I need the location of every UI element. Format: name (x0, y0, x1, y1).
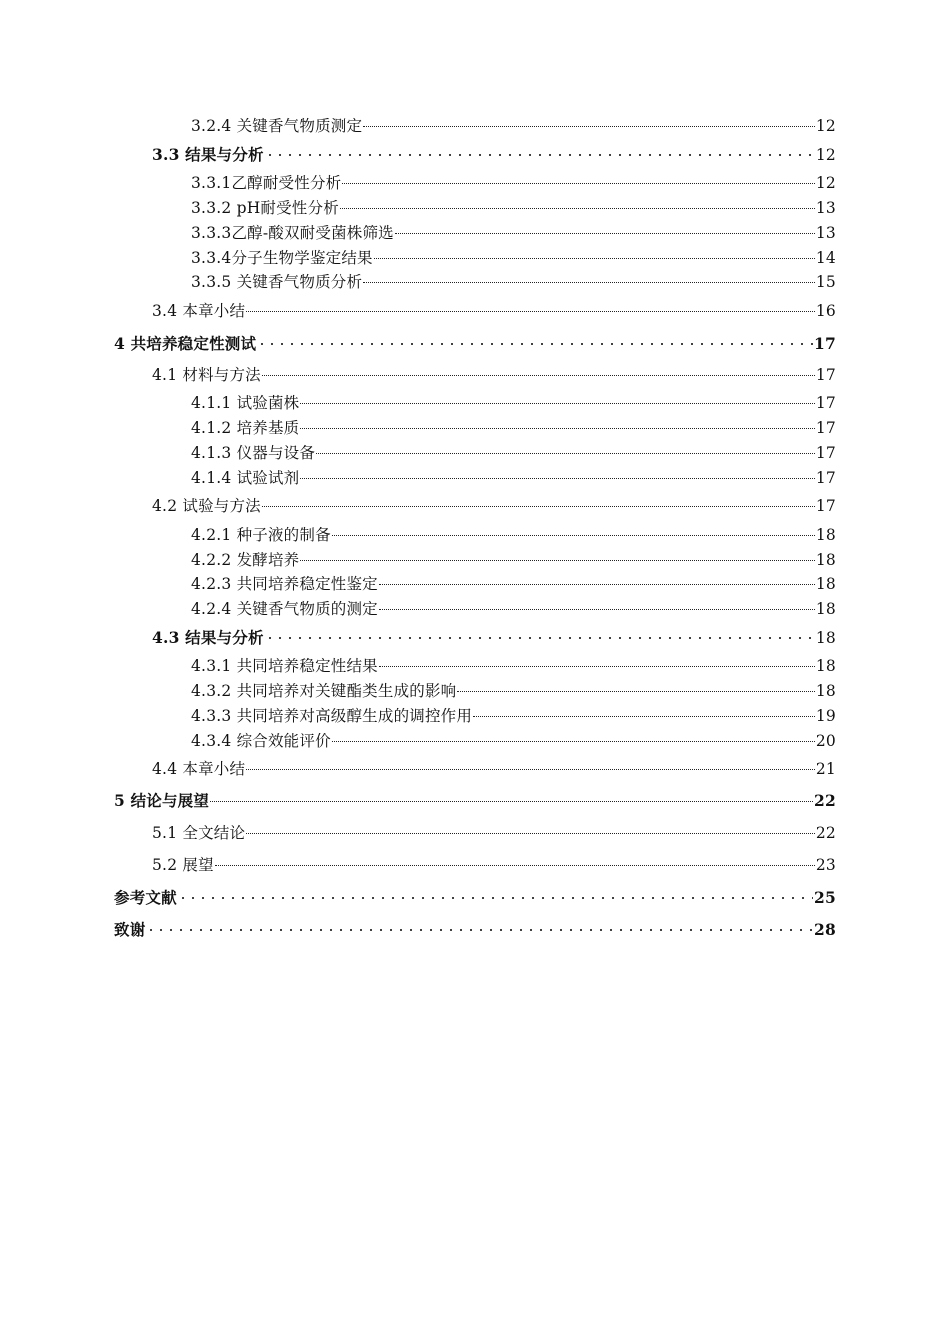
toc-leader (246, 769, 815, 770)
toc-leader (473, 716, 815, 717)
toc-entry-label: 5.2 展望 (152, 856, 214, 874)
toc-leader (146, 927, 813, 933)
toc-leader (342, 183, 815, 184)
toc-entry-page: 22 (814, 791, 836, 810)
toc-entry-page: 18 (815, 526, 836, 544)
toc-entry-label: 3.3.1乙醇耐受性分析 (191, 174, 342, 192)
toc-entry-label: 4.2.3 共同培养稳定性鉴定 (191, 575, 378, 593)
toc-entry-page: 23 (815, 856, 836, 874)
toc-entry-label: 4.2.4 关键香气物质的测定 (191, 600, 378, 618)
toc-entry[interactable] (191, 223, 836, 243)
toc-entry-label: 4.3.2 共同培养对关键酯类生成的影响 (191, 682, 457, 700)
toc-entry-label: 4.3 结果与分析 (152, 628, 264, 647)
toc-leader (340, 208, 815, 209)
toc-leader (379, 666, 815, 667)
toc-leader (332, 741, 815, 742)
toc-entry[interactable] (191, 550, 836, 570)
toc-entry-label: 3.2.4 关键香气物质测定 (191, 117, 363, 135)
toc-entry[interactable] (152, 759, 836, 779)
toc-entry-page: 18 (815, 657, 836, 675)
toc-entry[interactable] (152, 496, 836, 516)
toc-entry-label: 5 结论与展望 (114, 791, 210, 810)
toc-entry-label: 4.1.1 试验菌株 (191, 394, 300, 412)
toc-leader (210, 801, 813, 802)
toc-entry-page: 22 (815, 824, 836, 842)
toc-entry[interactable] (191, 681, 836, 701)
toc-entry-label: 3.3 结果与分析 (152, 145, 264, 164)
toc-entry[interactable] (152, 145, 836, 165)
toc-entry[interactable] (191, 706, 836, 726)
toc-entry-page: 20 (815, 732, 836, 750)
toc-leader (300, 560, 815, 561)
toc-entry-label: 3.3.4分子生物学鉴定结果 (191, 249, 373, 267)
toc-entry-page: 13 (815, 199, 836, 217)
toc-entry-label: 5.1 全文结论 (152, 824, 246, 842)
toc-leader (246, 833, 815, 834)
toc-leader (374, 258, 815, 259)
toc-entry-page: 12 (815, 146, 836, 164)
toc-entry-label: 4 共培养稳定性测试 (114, 334, 257, 353)
toc-entry[interactable] (114, 791, 836, 811)
toc-entry-page: 17 (815, 469, 836, 487)
toc-entry[interactable] (191, 393, 836, 413)
toc-entry-page: 17 (815, 497, 836, 515)
toc-entry-page: 28 (814, 920, 836, 939)
toc-entry-label: 4.3.1 共同培养稳定性结果 (191, 657, 378, 675)
toc-entry-page: 18 (815, 682, 836, 700)
toc-entry-label: 4.4 本章小结 (152, 760, 246, 778)
toc-entry-label: 4.2.1 种子液的制备 (191, 526, 331, 544)
toc-leader (178, 895, 813, 901)
toc-leader (379, 584, 815, 585)
toc-entry-label: 致谢 (114, 920, 146, 939)
toc-entry-page: 12 (815, 174, 836, 192)
toc-entry[interactable] (152, 301, 836, 321)
toc-entry-page: 17 (815, 394, 836, 412)
toc-leader (363, 126, 815, 127)
toc-leader (379, 609, 815, 610)
toc-entry-page: 18 (815, 629, 836, 647)
toc-entry[interactable] (152, 628, 836, 648)
toc-entry[interactable] (191, 574, 836, 594)
toc-entry-label: 4.1 材料与方法 (152, 366, 261, 384)
toc-entry-label: 4.2 试验与方法 (152, 497, 261, 515)
toc-entry-page: 15 (815, 273, 836, 291)
toc-entry-page: 19 (815, 707, 836, 725)
toc-entry[interactable] (114, 920, 836, 940)
toc-entry-page: 25 (814, 888, 836, 907)
toc-leader (246, 311, 815, 312)
toc-entry[interactable] (191, 248, 836, 268)
toc-leader (215, 865, 815, 866)
toc-entry-label: 3.3.2 pH耐受性分析 (191, 199, 339, 217)
toc-entry[interactable] (191, 731, 836, 751)
toc-leader (262, 375, 815, 376)
toc-entry-label: 4.3.4 综合效能评价 (191, 732, 331, 750)
toc-leader (300, 403, 815, 404)
toc-entry-page: 17 (815, 419, 836, 437)
toc-entry-page: 16 (815, 302, 836, 320)
toc-entry-label: 4.2.2 发酵培养 (191, 551, 300, 569)
toc-entry-page: 17 (815, 444, 836, 462)
toc-leader (265, 635, 815, 641)
toc-entry[interactable] (191, 116, 836, 136)
toc-entry[interactable] (191, 443, 836, 463)
toc-entry-page: 12 (815, 117, 836, 135)
toc-entry-page: 18 (815, 551, 836, 569)
toc-entry-label: 4.1.4 试验试剂 (191, 469, 300, 487)
toc-entry[interactable] (114, 888, 836, 908)
toc-leader (265, 152, 815, 158)
toc-entry[interactable] (191, 468, 836, 488)
toc-entry[interactable] (152, 365, 836, 385)
toc-entry-label: 4.1.2 培养基质 (191, 419, 300, 437)
toc-entry[interactable] (191, 525, 836, 545)
toc-entry-label: 4.1.3 仪器与设备 (191, 444, 316, 462)
toc-entry[interactable] (191, 198, 836, 218)
toc-entry-label: 3.3.5 关键香气物质分析 (191, 273, 363, 291)
toc-leader (457, 691, 815, 692)
toc-leader (316, 453, 815, 454)
toc-leader (300, 428, 815, 429)
toc-leader (332, 535, 815, 536)
toc-entry-label: 3.3.3乙醇-酸双耐受菌株筛选 (191, 224, 394, 242)
toc-entry-label: 3.4 本章小结 (152, 302, 246, 320)
toc-entry[interactable] (191, 418, 836, 438)
toc-entry-page: 13 (815, 224, 836, 242)
toc-leader (300, 478, 815, 479)
toc-leader (363, 282, 815, 283)
toc-entry[interactable] (152, 855, 836, 875)
toc-entry[interactable] (191, 656, 836, 676)
toc-entry-page: 18 (815, 575, 836, 593)
toc-entry-label: 4.3.3 共同培养对高级醇生成的调控作用 (191, 707, 473, 725)
toc-leader (262, 506, 815, 507)
toc-entry[interactable] (191, 272, 836, 292)
toc-entry-page: 17 (815, 366, 836, 384)
toc-leader (395, 233, 815, 234)
toc-entry-page: 14 (815, 249, 836, 267)
toc-entry[interactable] (191, 173, 836, 193)
toc-entry-page: 17 (814, 334, 836, 353)
toc-entry[interactable] (152, 823, 836, 843)
toc-entry-page: 21 (815, 760, 836, 778)
toc-entry-label: 参考文献 (114, 888, 177, 907)
toc-entry[interactable] (191, 599, 836, 619)
toc-entry-page: 18 (815, 600, 836, 618)
toc-entry[interactable] (114, 334, 836, 354)
toc-leader (257, 341, 813, 347)
